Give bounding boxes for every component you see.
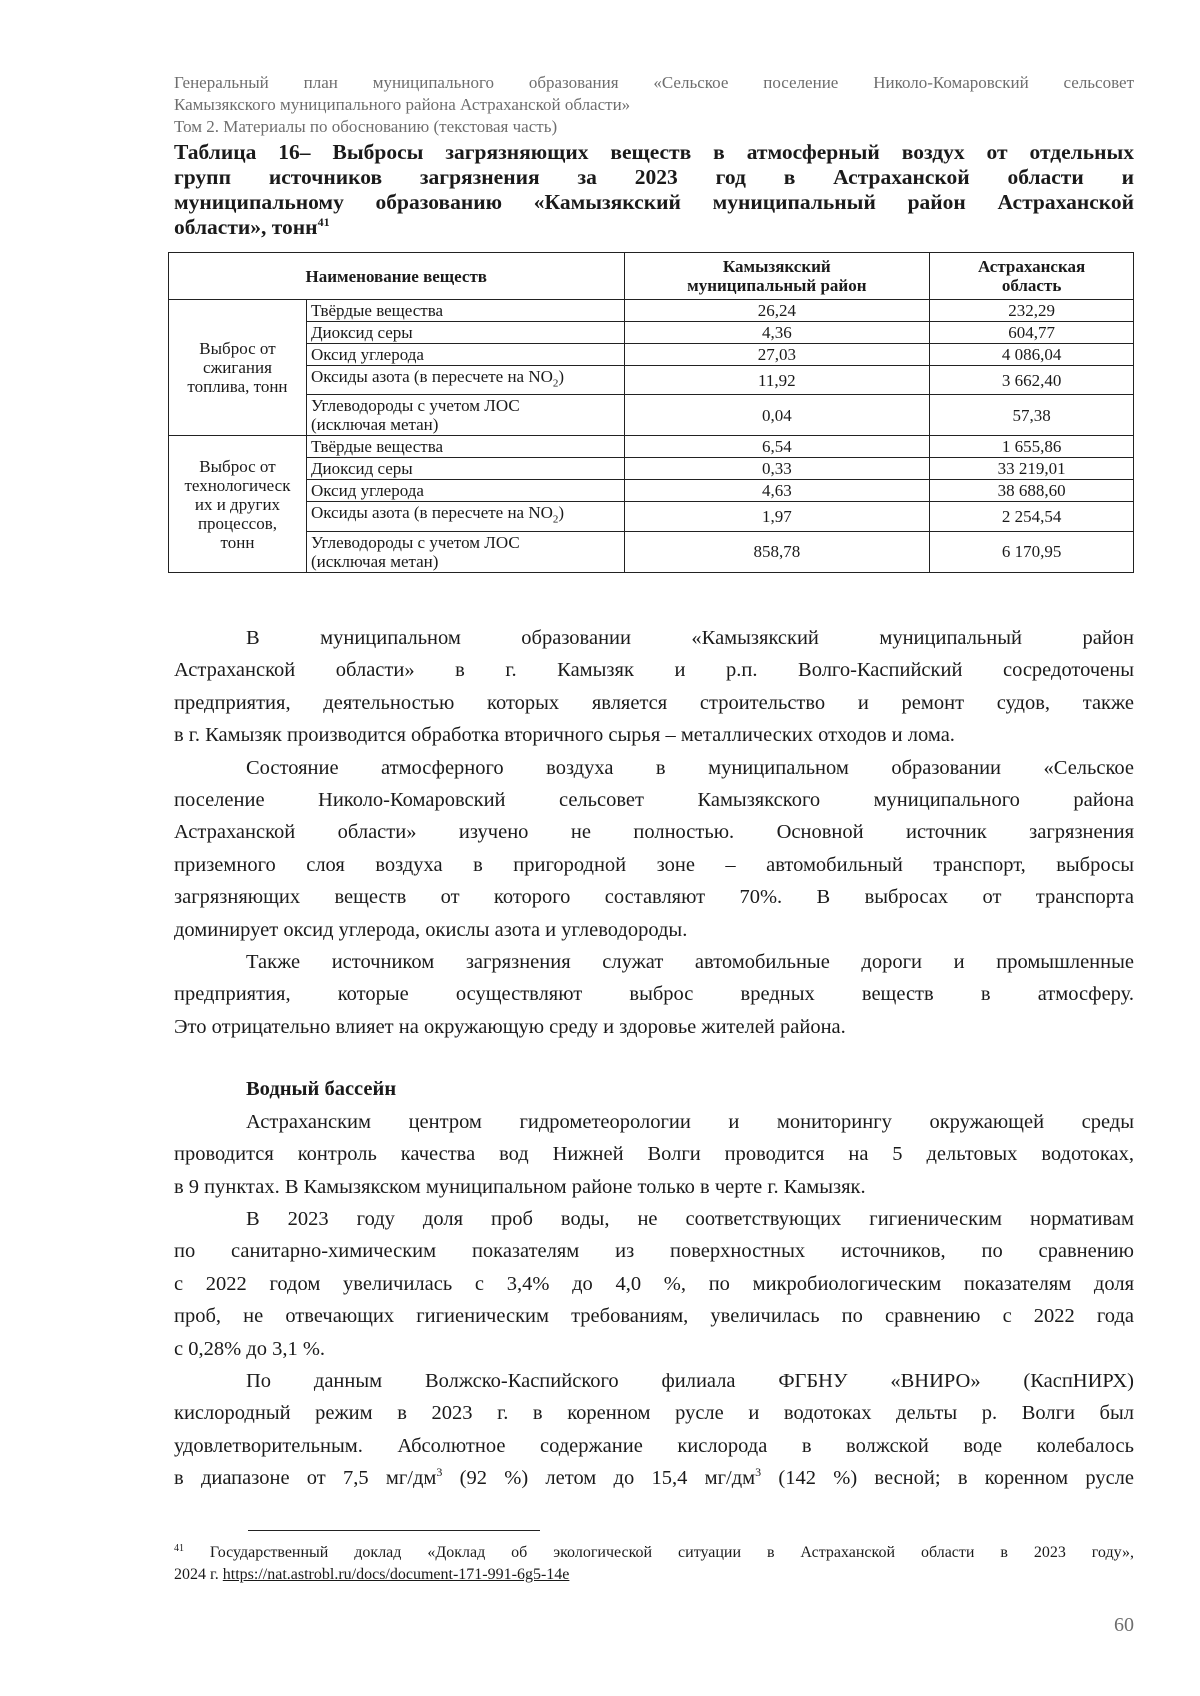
table-row	[169, 344, 1134, 366]
district-value: 0,04	[624, 395, 930, 436]
paragraph: По данным Волжско-Каспийского филиала ФГБНУ «ВНИРО» (КаспНИРХ) кислородный режим в 2023 г. в коренном русле и водотоках дельты р. Волги был удовлетворительным. Абсолютное содержание кислорода в волжской воде колебалось в диапазоне от 7,5 $мг/дм^3$ (92 %) летом до 15,4 $мг/дм^3$ (142 %) весной; в коренном русле	[174, 1365, 1134, 1495]
paragraph: В муниципальном образовании «Камызякский муниципальный район Астраханской области» в г. Камызяк и р.п. Волго-Каспийский сосредоточены предприятия, деятельностью которых является строительство и ремонт судов, также в г. Камызяк производится обработка вторичного сырья – металлических отходов и лома.	[174, 627, 1134, 747]
group-label-technological: Выброс от технологическ их и других процессов, тонн	[169, 436, 307, 572]
table-caption	[174, 140, 1134, 240]
substance-name: Диоксид серы	[306, 322, 624, 344]
group-label-fuel: Выброс от сжигания топлива, тонн	[169, 300, 307, 436]
district-column-header: Камызякский муниципальный район	[624, 253, 930, 300]
substance-name: Углеводороды с учетом ЛОС (исключая метан)	[306, 395, 624, 436]
header-volume-line: Том 2. Материалы по обоснованию (текстовая часть)	[174, 117, 558, 136]
paragraph: Также источником загрязнения служат автомобильные дороги и промышленные предприятия, которые осуществляют выброс вредных веществ в атмосферу. Это отрицательно влияет на окружающую среду и здоровье жителей района.	[174, 951, 1134, 1038]
table-row	[169, 436, 1134, 458]
paragraph-line: в диапазоне от 7,5 $мг/дм^3$ (92 %) летом до 15,4 $мг/дм^3$ (142 %) весной; в коренном русле	[174, 1465, 1134, 1490]
table-row	[169, 300, 1134, 322]
substance-name: Оксиды азота (в пересчете на $NO_2$)	[306, 366, 624, 395]
district-value: 6,54	[624, 436, 930, 458]
table-row	[169, 458, 1134, 480]
footnote-divider	[248, 1530, 540, 1531]
table-row	[169, 480, 1134, 502]
paragraph: Астраханским центром гидрометеорологии и мониторингу окружающей среды проводится контроль качества вод Нижней Волги проводится на 5 дельтовых водотоках, в 9 пунктах. В Камызякском муниципальном районе только в черте г. Камызяк.	[174, 1110, 1134, 1198]
body-text	[174, 622, 1134, 1495]
region-value: 57,38	[930, 395, 1134, 436]
header-line: Камызякского муниципального района Астраханской области»	[174, 95, 631, 114]
footnote-line: $^{41}$ Государственный доклад «Доклад об экологической ситуации в Астраханской области в 2023 году»,	[174, 1543, 1134, 1561]
paragraph: В 2023 году доля проб воды, не соответствующих гигиеническим нормативам по санитарно-химическим показателям из поверхностных источников, по сравнению с 2022 годом увеличилась с 3,4% до 4,0 %, по микробиологическим показателям доля проб, не отвечающих гигиеническим требованиям, увеличилась по сравнению с 2022 года с 0,28% до 3,1 %.	[174, 1207, 1134, 1360]
caption-line: групп источников загрязнения за 2023 год в Астраханской области и	[174, 165, 1134, 189]
district-value: 1,97	[624, 502, 930, 531]
region-value: 232,29	[930, 300, 1134, 322]
district-value: 27,03	[624, 344, 930, 366]
district-value: 858,78	[624, 531, 930, 572]
substance-name: Твёрдые вещества	[306, 300, 624, 322]
substance-name: Диоксид серы	[306, 458, 624, 480]
substance-name: Оксиды азота (в пересчете на $NO_2$)	[306, 502, 624, 531]
footnote-line: 2024 г. https://nat.astrobl.ru/docs/document-171-991-6g5-14e	[174, 1566, 570, 1583]
region-value: 3 662,40	[930, 366, 1134, 395]
district-value: 4,63	[624, 480, 930, 502]
source-link[interactable]: https://nat.astrobl.ru/docs/document-171-991-6g5-14e	[222, 1566, 570, 1583]
page-number: 60	[1114, 1614, 1134, 1636]
region-value: 604,77	[930, 322, 1134, 344]
region-value: 2 254,54	[930, 502, 1134, 531]
district-value: 26,24	[624, 300, 930, 322]
district-value: 11,92	[624, 366, 930, 395]
running-header	[174, 72, 1134, 138]
region-column-header: Астраханская область	[930, 253, 1134, 300]
substance-name: Оксид углерода	[306, 480, 624, 502]
emissions-table	[168, 252, 1134, 573]
table-row	[169, 531, 1134, 572]
substance-name: Твёрдые вещества	[306, 436, 624, 458]
section-heading: Водный бассейн	[246, 1078, 397, 1101]
footnote-ref[interactable]: 41	[317, 215, 330, 229]
region-value: 6 170,95	[930, 531, 1134, 572]
paragraph: Состояние атмосферного воздуха в муниципальном образовании «Сельское поселение Николо-Комаровский сельсовет Камызякского муниципального района Астраханской области» изучено не полностью. Основной источник загрязнения приземного слоя воздуха в пригородной зоне – автомобильный транспорт, выбросы загрязняющих веществ от которого составляют 70%. В выбросах от транспорта доминирует оксид углерода, окислы азота и углеводороды.	[174, 756, 1134, 941]
substance-name: Оксид углерода	[306, 344, 624, 366]
table-row	[169, 322, 1134, 344]
table-row	[169, 395, 1134, 436]
district-value: 0,33	[624, 458, 930, 480]
footnote-number: 41	[174, 1543, 184, 1554]
region-value: 1 655,86	[930, 436, 1134, 458]
caption-text: области», тонн	[174, 215, 318, 239]
region-value: 38 688,60	[930, 480, 1134, 502]
substance-name: Углеводороды с учетом ЛОС (исключая метан)	[306, 531, 624, 572]
table-row	[169, 502, 1134, 531]
caption-line	[174, 215, 1134, 240]
caption-line: Таблица 16– Выбросы загрязняющих веществ в атмосферный воздух от отдельных	[174, 140, 1134, 164]
table-row	[169, 366, 1134, 395]
region-value: 33 219,01	[930, 458, 1134, 480]
district-value: 4,36	[624, 322, 930, 344]
table-header-row	[169, 253, 1134, 300]
caption-line: муниципальному образованию «Камызякский муниципальный район Астраханской	[174, 190, 1134, 214]
header-line: Генеральный план муниципального образования «Сельское поселение Николо-Комаровский сельсовет	[174, 73, 1134, 92]
region-value: 4 086,04	[930, 344, 1134, 366]
footnote	[174, 1542, 1134, 1586]
substance-column-header: Наименование веществ	[169, 253, 625, 300]
